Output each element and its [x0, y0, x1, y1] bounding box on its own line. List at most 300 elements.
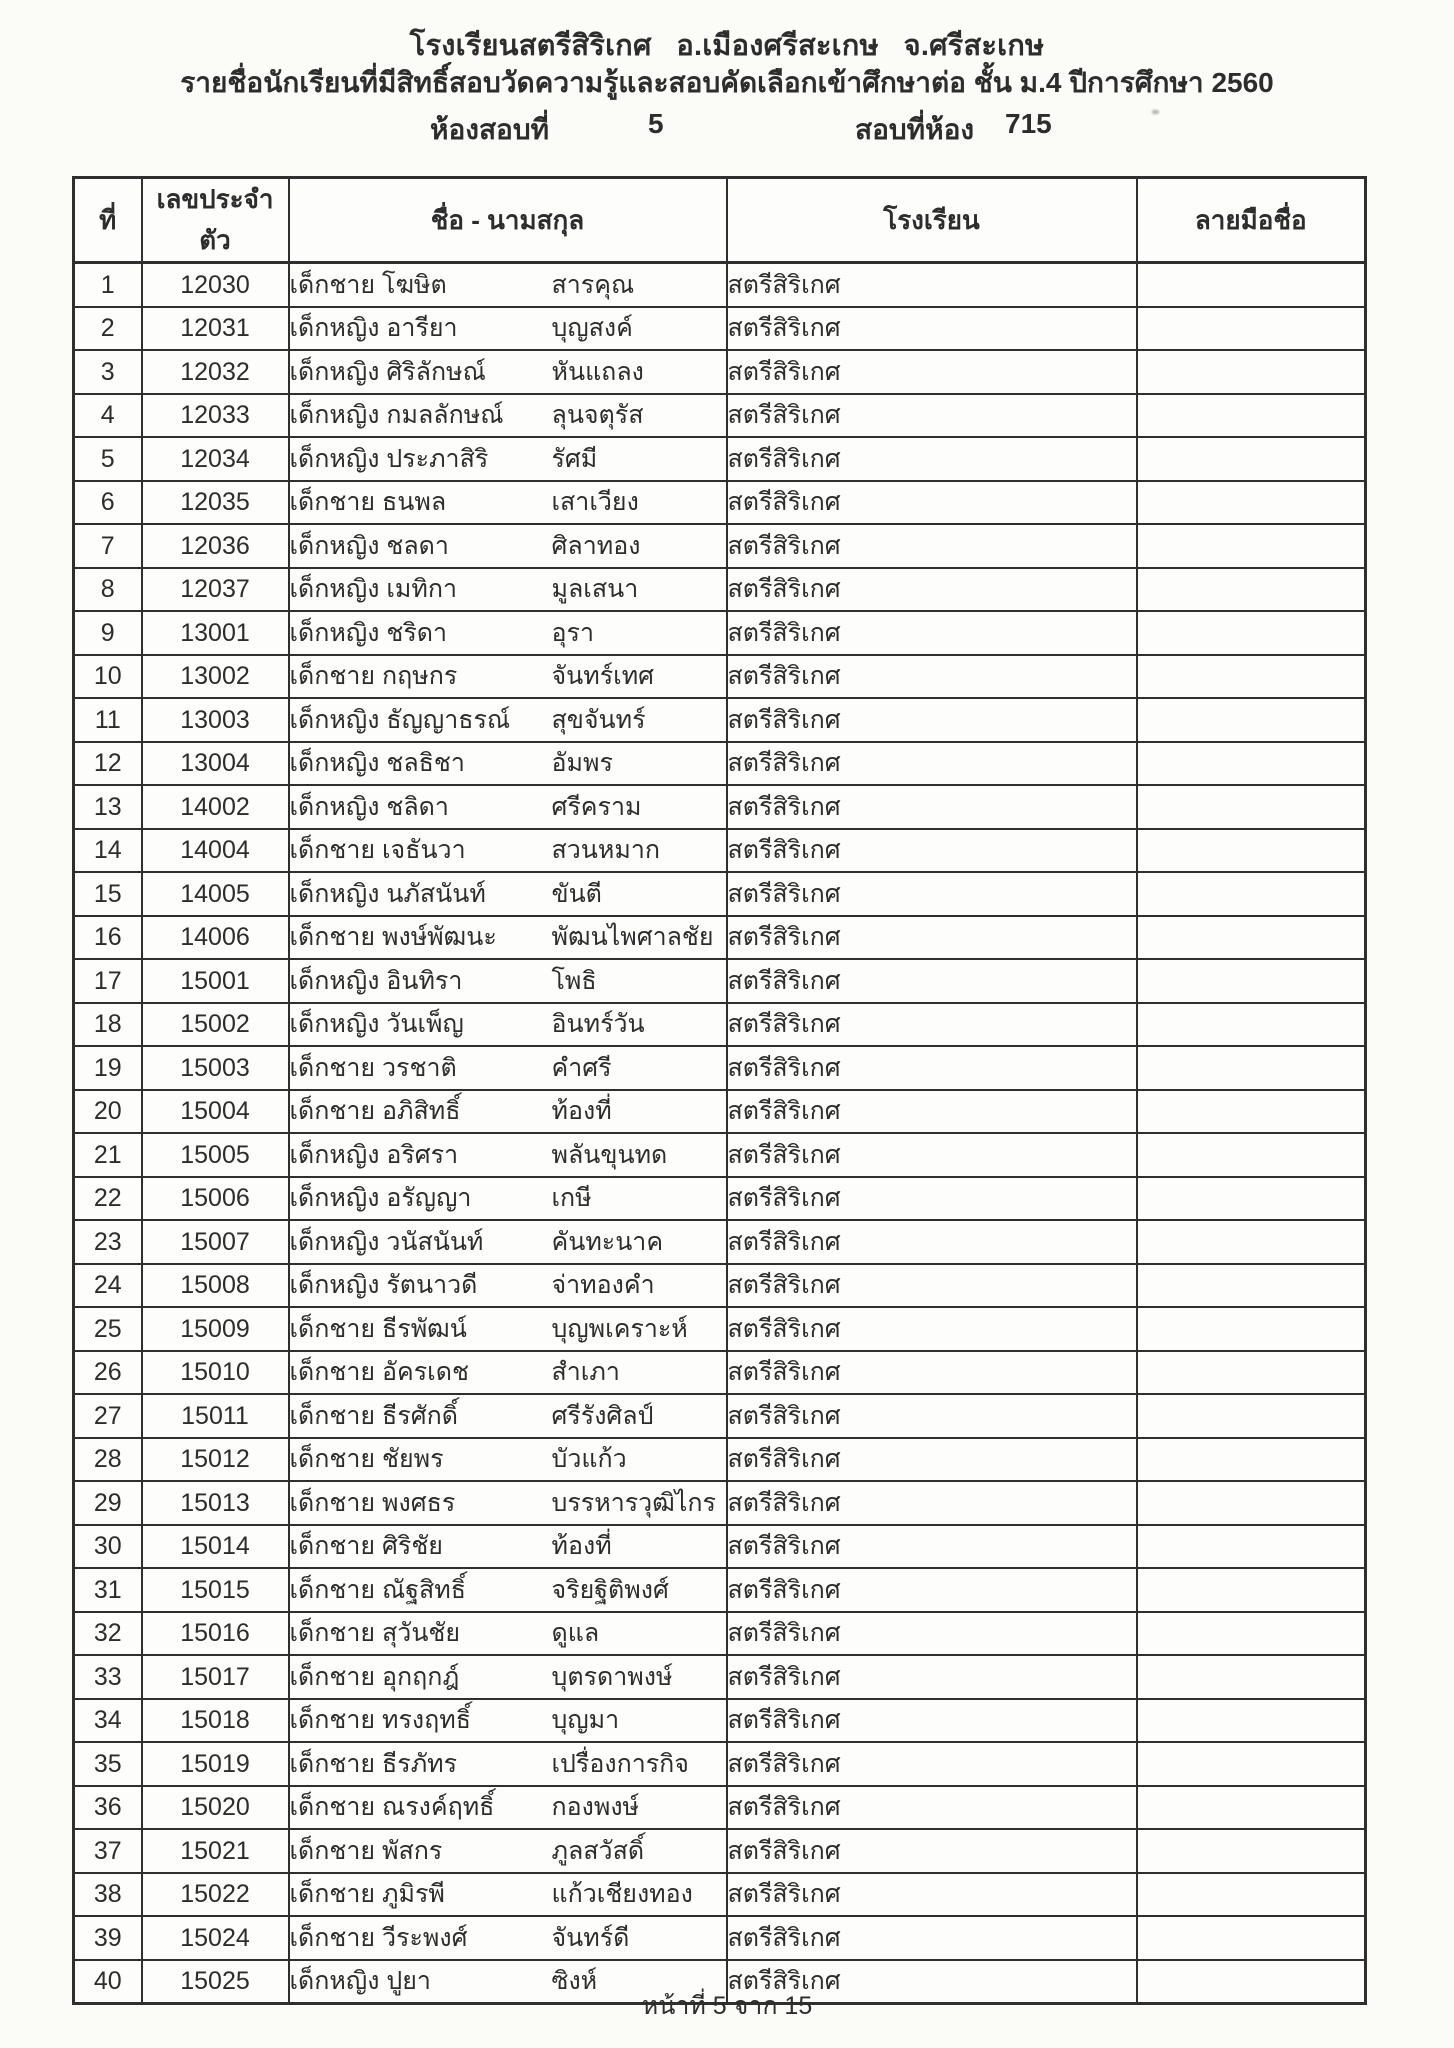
student-id-cell: 15014: [142, 1525, 289, 1569]
student-name-cell: [289, 1481, 727, 1525]
student-surname: บุญมา: [551, 1706, 620, 1735]
student-row: [74, 1525, 1366, 1569]
signature-cell: [1137, 1133, 1366, 1177]
signature-cell: [1137, 655, 1366, 699]
student-name-cell: [289, 698, 727, 742]
student-title-firstname: เด็กหญิง กมลลักษณ์: [289, 401, 504, 430]
student-row: [74, 655, 1366, 699]
student-row: [74, 350, 1366, 394]
student-row: [74, 263, 1366, 307]
seat-room-number: 715: [1005, 108, 1052, 139]
student-id-cell: 12030: [142, 263, 289, 307]
signature-cell: [1137, 1655, 1366, 1699]
school-cell: สตรีสิริเกศ: [727, 307, 1137, 351]
student-surname: ท้องที่: [551, 1097, 612, 1126]
student-title-firstname: เด็กชาย ชัยพร: [289, 1445, 444, 1474]
student-row: [74, 1177, 1366, 1221]
school-cell: สตรีสิริเกศ: [727, 829, 1137, 873]
signature-cell: [1137, 916, 1366, 960]
student-id-cell: 14005: [142, 872, 289, 916]
signature-cell: [1137, 568, 1366, 612]
student-title-firstname: เด็กชาย ธนพล: [289, 488, 447, 517]
school-cell: สตรีสิริเกศ: [727, 1699, 1137, 1743]
student-surname: หันแถลง: [551, 357, 644, 386]
student-surname: พลันขุนทด: [551, 1140, 668, 1169]
student-id-cell: 12034: [142, 437, 289, 481]
student-name-cell: [289, 568, 727, 612]
student-title-firstname: เด็กชาย ณัฐสิทธิ์: [289, 1575, 467, 1604]
row-number-cell: 39: [74, 1916, 142, 1960]
student-id-cell: 15001: [142, 959, 289, 1003]
student-id-cell: 15003: [142, 1046, 289, 1090]
row-number-cell: 8: [74, 568, 142, 612]
student-title-firstname: เด็กหญิง ชลดา: [289, 531, 449, 560]
row-number-cell: 16: [74, 916, 142, 960]
school-cell: สตรีสิริเกศ: [727, 568, 1137, 612]
student-surname: ท้องที่: [551, 1532, 612, 1561]
student-row: [74, 1438, 1366, 1482]
school-cell: สตรีสิริเกศ: [727, 1351, 1137, 1395]
student-name-cell: [289, 394, 727, 438]
student-row: [74, 1264, 1366, 1308]
student-id-cell: 15008: [142, 1264, 289, 1308]
student-surname: เปรื่องการกิจ: [551, 1749, 689, 1778]
school-cell: สตรีสิริเกศ: [727, 1307, 1137, 1351]
exam-room-line: [0, 108, 1454, 148]
signature-cell: [1137, 1525, 1366, 1569]
student-name-cell: [289, 742, 727, 786]
student-title-firstname: เด็กชาย พงศธร: [289, 1488, 456, 1517]
school-cell: สตรีสิริเกศ: [727, 524, 1137, 568]
student-name-cell: [289, 1046, 727, 1090]
student-row: [74, 437, 1366, 481]
row-number-cell: 9: [74, 611, 142, 655]
student-title-firstname: เด็กหญิง เมทิกา: [289, 575, 458, 604]
student-name-cell: [289, 872, 727, 916]
student-surname: บุญพเคราะห์: [551, 1314, 688, 1343]
student-name-cell: [289, 1133, 727, 1177]
student-title-firstname: เด็กชาย ธีรศักดิ์: [289, 1401, 458, 1430]
student-id-cell: 15005: [142, 1133, 289, 1177]
school-cell: สตรีสิริเกศ: [727, 742, 1137, 786]
student-id-cell: 15018: [142, 1699, 289, 1743]
signature-cell: [1137, 1046, 1366, 1090]
student-name-cell: [289, 1351, 727, 1395]
row-number-cell: 3: [74, 350, 142, 394]
student-name-cell: [289, 1264, 727, 1308]
student-title-firstname: เด็กหญิง วันเพ็ญ: [289, 1010, 464, 1039]
school-cell: สตรีสิริเกศ: [727, 350, 1137, 394]
student-surname: บุตรดาพงษ์: [551, 1662, 673, 1691]
student-row: [74, 394, 1366, 438]
student-title-firstname: เด็กชาย ภูมิรพี: [289, 1880, 445, 1909]
table-header-row: [74, 178, 1366, 263]
signature-cell: [1137, 524, 1366, 568]
student-title-firstname: เด็กหญิง อารียา: [289, 314, 458, 343]
student-id-cell: 15024: [142, 1916, 289, 1960]
col-header-no: ที่: [74, 178, 142, 263]
student-name-cell: [289, 959, 727, 1003]
school-cell: สตรีสิริเกศ: [727, 611, 1137, 655]
signature-cell: [1137, 872, 1366, 916]
student-title-firstname: เด็กหญิง ศิริลักษณ์: [289, 357, 486, 386]
row-number-cell: 14: [74, 829, 142, 873]
student-row: [74, 785, 1366, 829]
student-name-cell: [289, 481, 727, 525]
row-number-cell: 31: [74, 1568, 142, 1612]
signature-cell: [1137, 785, 1366, 829]
student-id-cell: 12037: [142, 568, 289, 612]
school-cell: สตรีสิริเกศ: [727, 1916, 1137, 1960]
student-surname: กองพงษ์: [551, 1793, 640, 1822]
student-surname: ซิงห์: [551, 1967, 598, 1996]
col-header-id: เลขประจำตัว: [142, 178, 289, 263]
school-cell: สตรีสิริเกศ: [727, 1786, 1137, 1830]
student-id-cell: 15015: [142, 1568, 289, 1612]
student-name-cell: [289, 1612, 727, 1656]
signature-cell: [1137, 1699, 1366, 1743]
signature-cell: [1137, 394, 1366, 438]
student-surname: ศิลาทอง: [551, 531, 641, 560]
student-name-cell: [289, 1655, 727, 1699]
col-header-signature: ลายมือชื่อ: [1137, 178, 1366, 263]
student-row: [74, 698, 1366, 742]
student-surname: ขันตี: [551, 879, 602, 908]
student-row: [74, 872, 1366, 916]
signature-cell: [1137, 1220, 1366, 1264]
school-cell: สตรีสิริเกศ: [727, 481, 1137, 525]
student-title-firstname: เด็กหญิง ประภาสิริ: [289, 444, 489, 473]
student-surname: คันทะนาค: [551, 1227, 664, 1256]
school-cell: สตรีสิริเกศ: [727, 1742, 1137, 1786]
row-number-cell: 37: [74, 1829, 142, 1873]
school-cell: สตรีสิริเกศ: [727, 1655, 1137, 1699]
school-cell: สตรีสิริเกศ: [727, 437, 1137, 481]
row-number-cell: 22: [74, 1177, 142, 1221]
exam-room-number: 5: [648, 108, 664, 139]
row-number-cell: 35: [74, 1742, 142, 1786]
student-surname: จริยฐิติพงศ์: [551, 1575, 669, 1604]
student-surname: พัฒนไพศาลชัย: [551, 923, 714, 952]
student-id-cell: 15004: [142, 1090, 289, 1134]
student-id-cell: 15011: [142, 1394, 289, 1438]
student-row: [74, 1351, 1366, 1395]
student-id-cell: 12036: [142, 524, 289, 568]
student-row: [74, 307, 1366, 351]
signature-cell: [1137, 1742, 1366, 1786]
school-cell: สตรีสิริเกศ: [727, 916, 1137, 960]
student-name-cell: [289, 307, 727, 351]
school-cell: สตรีสิริเกศ: [727, 1960, 1137, 2004]
student-name-cell: [289, 916, 727, 960]
student-id-cell: 12035: [142, 481, 289, 525]
row-number-cell: 30: [74, 1525, 142, 1569]
student-surname: อินทร์วัน: [551, 1010, 645, 1039]
school-cell: สตรีสิริเกศ: [727, 1438, 1137, 1482]
school-cell: สตรีสิริเกศ: [727, 394, 1137, 438]
student-id-cell: 14006: [142, 916, 289, 960]
student-title-firstname: เด็กชาย โฆษิต: [289, 270, 447, 299]
school-cell: สตรีสิริเกศ: [727, 1873, 1137, 1917]
student-row: [74, 1655, 1366, 1699]
student-surname: จ่าทองคำ: [551, 1271, 655, 1300]
student-name-cell: [289, 785, 727, 829]
student-surname: สุขจันทร์: [551, 705, 646, 734]
student-surname: สารคุณ: [551, 270, 635, 299]
student-title-firstname: เด็กชาย กฤษกร: [289, 662, 458, 691]
student-title-firstname: เด็กหญิง ธัญญาธรณ์: [289, 705, 511, 734]
row-number-cell: 38: [74, 1873, 142, 1917]
school-cell: สตรีสิริเกศ: [727, 1220, 1137, 1264]
signature-cell: [1137, 829, 1366, 873]
student-id-cell: 15021: [142, 1829, 289, 1873]
student-id-cell: 14002: [142, 785, 289, 829]
exam-room-label: ห้องสอบที่: [430, 114, 550, 145]
signature-cell: [1137, 698, 1366, 742]
student-name-cell: [289, 263, 727, 307]
student-surname: ลุนจตุรัส: [551, 401, 644, 430]
signature-cell: [1137, 611, 1366, 655]
school-cell: สตรีสิริเกศ: [727, 1177, 1137, 1221]
student-row: [74, 1742, 1366, 1786]
row-number-cell: 18: [74, 1003, 142, 1047]
student-row: [74, 1786, 1366, 1830]
student-row: [74, 1873, 1366, 1917]
student-id-cell: 15017: [142, 1655, 289, 1699]
signature-cell: [1137, 1481, 1366, 1525]
school-cell: สตรีสิริเกศ: [727, 1090, 1137, 1134]
student-row: [74, 481, 1366, 525]
student-surname: มูลเสนา: [551, 575, 639, 604]
signature-cell: [1137, 1003, 1366, 1047]
student-row: [74, 1220, 1366, 1264]
student-surname: บรรหารวุฒิไกร: [551, 1488, 716, 1517]
row-number-cell: 27: [74, 1394, 142, 1438]
row-number-cell: 36: [74, 1786, 142, 1830]
student-surname: คำศรี: [551, 1053, 612, 1082]
col-header-school: โรงเรียน: [727, 178, 1137, 263]
school-cell: สตรีสิริเกศ: [727, 698, 1137, 742]
school-cell: สตรีสิริเกศ: [727, 1133, 1137, 1177]
student-title-firstname: เด็กชาย ณรงค์ฤทธิ์: [289, 1793, 495, 1822]
student-title-firstname: เด็กชาย ศิริชัย: [289, 1532, 443, 1561]
school-title: โรงเรียนสตรีสิริเกศ อ.เมืองศรีสะเกษ จ.ศรีสะเกษ: [409, 30, 1045, 62]
student-row: [74, 1090, 1366, 1134]
student-row: [74, 1394, 1366, 1438]
document-title: รายชื่อนักเรียนที่มีสิทธิ์สอบวัดความรู้และสอบคัดเลือกเข้าศึกษาต่อ ชั้น ม.4 ปีการศึกษา 2560: [180, 67, 1274, 98]
school-cell: สตรีสิริเกศ: [727, 1481, 1137, 1525]
row-number-cell: 33: [74, 1655, 142, 1699]
student-row: [74, 1568, 1366, 1612]
student-id-cell: 15010: [142, 1351, 289, 1395]
student-name-cell: [289, 1786, 727, 1830]
signature-cell: [1137, 959, 1366, 1003]
student-row: [74, 1612, 1366, 1656]
row-number-cell: 7: [74, 524, 142, 568]
student-title-firstname: เด็กหญิง วนัสนันท์: [289, 1227, 484, 1256]
student-id-cell: 15019: [142, 1742, 289, 1786]
school-cell: สตรีสิริเกศ: [727, 872, 1137, 916]
school-cell: สตรีสิริเกศ: [727, 655, 1137, 699]
school-cell: สตรีสิริเกศ: [727, 1046, 1137, 1090]
student-name-cell: [289, 350, 727, 394]
student-id-cell: 13003: [142, 698, 289, 742]
student-name-cell: [289, 1873, 727, 1917]
student-roster-table: [72, 176, 1367, 2005]
row-number-cell: 13: [74, 785, 142, 829]
row-number-cell: 17: [74, 959, 142, 1003]
student-row: [74, 1003, 1366, 1047]
row-number-cell: 20: [74, 1090, 142, 1134]
student-surname: ดูแล: [551, 1619, 600, 1648]
student-id-cell: 15002: [142, 1003, 289, 1047]
student-title-firstname: เด็กชาย วีระพงศ์: [289, 1923, 468, 1952]
signature-cell: [1137, 1873, 1366, 1917]
student-surname: โพธิ: [551, 966, 597, 995]
school-cell: สตรีสิริเกศ: [727, 1003, 1137, 1047]
student-id-cell: 13001: [142, 611, 289, 655]
student-surname: เกษี: [551, 1184, 592, 1213]
student-title-firstname: เด็กชาย อัครเดช: [289, 1358, 469, 1387]
student-row: [74, 1133, 1366, 1177]
col-header-name: ชื่อ - นามสกุล: [289, 178, 727, 263]
school-cell: สตรีสิริเกศ: [727, 785, 1137, 829]
student-name-cell: [289, 437, 727, 481]
student-id-cell: 15020: [142, 1786, 289, 1830]
row-number-cell: 28: [74, 1438, 142, 1482]
student-name-cell: [289, 1699, 727, 1743]
student-surname: จันทร์ดี: [551, 1923, 630, 1952]
student-title-firstname: เด็กชาย อุกฤกฎ์: [289, 1662, 460, 1691]
student-id-cell: 13004: [142, 742, 289, 786]
row-number-cell: 11: [74, 698, 142, 742]
student-surname: บัวแก้ว: [551, 1445, 627, 1474]
student-title-firstname: เด็กหญิง ชลิดา: [289, 792, 449, 821]
student-name-cell: [289, 1003, 727, 1047]
signature-cell: [1137, 263, 1366, 307]
student-row: [74, 1307, 1366, 1351]
student-title-firstname: เด็กหญิง อริศรา: [289, 1140, 459, 1169]
scan-speck: [1152, 110, 1159, 114]
student-row: [74, 1046, 1366, 1090]
school-cell: สตรีสิริเกศ: [727, 1612, 1137, 1656]
student-surname: เสาเวียง: [551, 488, 639, 517]
student-id-cell: 15012: [142, 1438, 289, 1482]
row-number-cell: 40: [74, 1960, 142, 2004]
student-title-firstname: เด็กหญิง รัตนาวดี: [289, 1271, 478, 1300]
student-row: [74, 1699, 1366, 1743]
school-cell: สตรีสิริเกศ: [727, 1394, 1137, 1438]
student-id-cell: 12032: [142, 350, 289, 394]
row-number-cell: 1: [74, 263, 142, 307]
school-cell: สตรีสิริเกศ: [727, 1568, 1137, 1612]
row-number-cell: 4: [74, 394, 142, 438]
row-number-cell: 10: [74, 655, 142, 699]
row-number-cell: 5: [74, 437, 142, 481]
student-id-cell: 15013: [142, 1481, 289, 1525]
row-number-cell: 21: [74, 1133, 142, 1177]
student-surname: แก้วเชียงทอง: [551, 1880, 693, 1909]
student-name-cell: [289, 1394, 727, 1438]
student-name-cell: [289, 524, 727, 568]
signature-cell: [1137, 1916, 1366, 1960]
signature-cell: [1137, 1351, 1366, 1395]
row-number-cell: 26: [74, 1351, 142, 1395]
student-id-cell: 15016: [142, 1612, 289, 1656]
signature-cell: [1137, 1307, 1366, 1351]
student-id-cell: 15009: [142, 1307, 289, 1351]
student-title-firstname: เด็กชาย พัสกร: [289, 1836, 443, 1865]
student-title-firstname: เด็กชาย ธีรพัฒน์: [289, 1314, 467, 1343]
row-number-cell: 25: [74, 1307, 142, 1351]
signature-cell: [1137, 1394, 1366, 1438]
school-cell: สตรีสิริเกศ: [727, 1525, 1137, 1569]
row-number-cell: 29: [74, 1481, 142, 1525]
student-id-cell: 13002: [142, 655, 289, 699]
student-row: [74, 568, 1366, 612]
signature-cell: [1137, 1090, 1366, 1134]
student-name-cell: [289, 1916, 727, 1960]
student-title-firstname: เด็กหญิง อินทิรา: [289, 966, 463, 995]
student-row: [74, 742, 1366, 786]
student-title-firstname: เด็กชาย วรชาติ: [289, 1053, 457, 1082]
student-row: [74, 1829, 1366, 1873]
student-name-cell: [289, 1742, 727, 1786]
student-name-cell: [289, 1090, 727, 1134]
student-title-firstname: เด็กชาย เจธันวา: [289, 836, 466, 865]
student-surname: อุรา: [551, 618, 594, 647]
signature-cell: [1137, 437, 1366, 481]
student-title-firstname: เด็กชาย ทรงฤทธิ์: [289, 1706, 472, 1735]
student-surname: รัศมี: [551, 444, 598, 473]
signature-cell: [1137, 481, 1366, 525]
student-row: [74, 959, 1366, 1003]
student-surname: จันทร์เทศ: [551, 662, 655, 691]
row-number-cell: 12: [74, 742, 142, 786]
student-name-cell: [289, 1220, 727, 1264]
student-title-firstname: เด็กชาย ธีรภัทร: [289, 1749, 458, 1778]
student-title-firstname: เด็กชาย อภิสิทธิ์: [289, 1097, 461, 1126]
signature-cell: [1137, 742, 1366, 786]
student-id-cell: 15025: [142, 1960, 289, 2004]
student-id-cell: 15007: [142, 1220, 289, 1264]
row-number-cell: 15: [74, 872, 142, 916]
student-name-cell: [289, 1568, 727, 1612]
student-title-firstname: เด็กหญิง อรัญญา: [289, 1184, 472, 1213]
signature-cell: [1137, 1438, 1366, 1482]
student-row: [74, 611, 1366, 655]
student-name-cell: [289, 1438, 727, 1482]
row-number-cell: 34: [74, 1699, 142, 1743]
student-id-cell: 14004: [142, 829, 289, 873]
student-title-firstname: เด็กหญิง ปูยา: [289, 1967, 431, 1996]
student-id-cell: 12033: [142, 394, 289, 438]
school-cell: สตรีสิริเกศ: [727, 959, 1137, 1003]
student-surname: สวนหมาก: [551, 836, 661, 865]
student-row: [74, 829, 1366, 873]
signature-cell: [1137, 1786, 1366, 1830]
student-row: [74, 1481, 1366, 1525]
student-title-firstname: เด็กหญิง ชลธิชา: [289, 749, 465, 778]
school-cell: สตรีสิริเกศ: [727, 1829, 1137, 1873]
student-title-firstname: เด็กชาย พงษ์พัฒนะ: [289, 923, 497, 952]
student-surname: ศรีคราม: [551, 792, 642, 821]
student-name-cell: [289, 829, 727, 873]
student-title-firstname: เด็กชาย สุวันชัย: [289, 1619, 461, 1648]
school-cell: สตรีสิริเกศ: [727, 1264, 1137, 1308]
signature-cell: [1137, 1568, 1366, 1612]
student-surname: บุญสงค์: [551, 314, 633, 343]
